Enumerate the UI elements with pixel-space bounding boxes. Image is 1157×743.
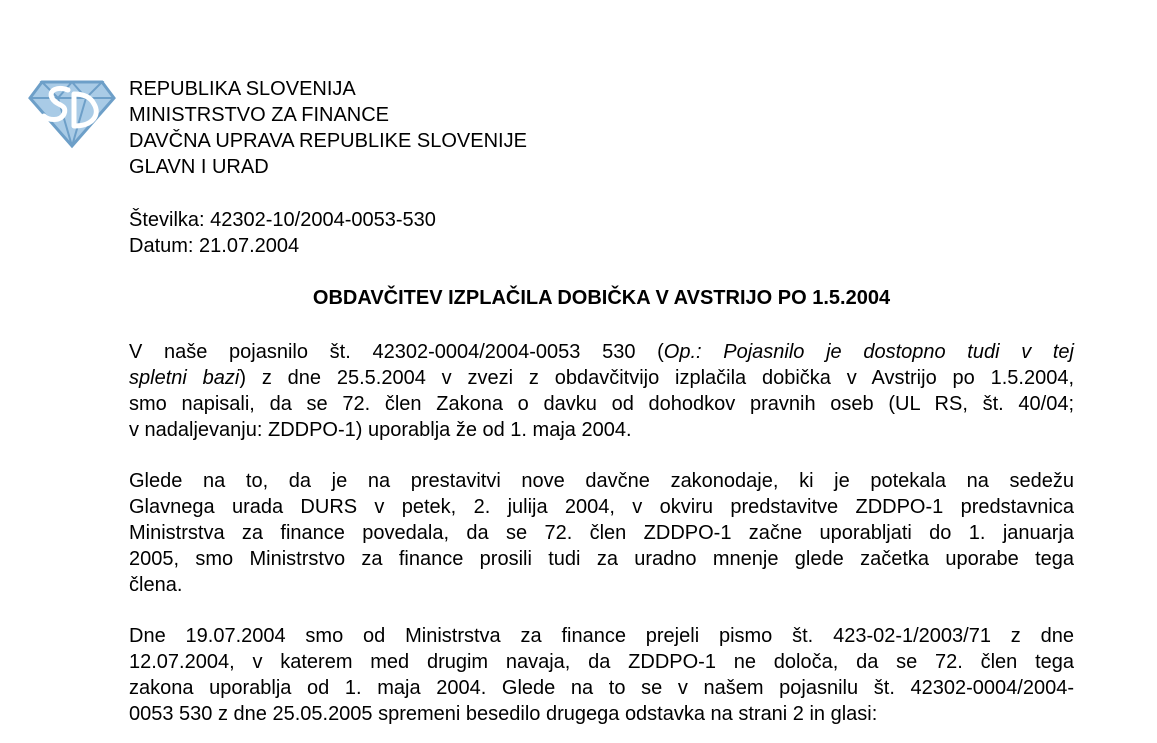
paragraph-3-line-4: 0053 530 z dne 25.05.2005 spremeni besedilo drugega odstavka na strani 2 in glasi:: [129, 703, 878, 725]
paragraph-1-italic-note-end: spletni bazi: [129, 367, 240, 389]
document-meta: [129, 207, 436, 259]
header-line-republic: REPUBLIKA SLOVENIJA: [129, 78, 356, 100]
paragraph-2-line-5: člena.: [129, 574, 183, 596]
paragraph-3-line-2: 12.07.2004, v katerem med drugim navaja, da ZDDPO-1 ne določa, da se 72. člen tega: [129, 651, 1074, 673]
document-title: OBDAVČITEV IZPLAČILA DOBIČKA V AVSTRIJO PO 1.5.2004: [312, 287, 891, 309]
paragraph-1-text: V naše pojasnilo št. 42302-0004/2004-0053 530 (: [129, 341, 664, 363]
paragraph-2: [129, 468, 1074, 598]
paragraph-3-line-3: zakona uporablja od 1. maja 2004. Glede na to se v našem pojasnilu št. 42302-0004/2004-: [129, 677, 1074, 699]
paragraph-1-italic-note: Op.: Pojasnilo je dostopno tudi v tej: [663, 341, 1075, 363]
logo-graphic: [28, 74, 116, 150]
document-number: Številka: 42302-10/2004-0053-530: [129, 209, 436, 231]
paragraph-3-line-1: Dne 19.07.2004 smo od Ministrstva za finance prejeli pismo št. 423-02-1/2003/71 z dne: [129, 625, 1074, 647]
document-date: Datum: 21.07.2004: [129, 235, 300, 257]
paragraph-3: [129, 623, 1074, 727]
paragraph-1-text: ) z dne 25.5.2004 v zvezi z obdavčitvijo izplačila dobička v Avstrijo po 1.5.2004,: [239, 367, 1074, 389]
header-line-head-office: GLAVN I URAD: [129, 156, 269, 178]
durs-diamond-logo-icon: [28, 74, 116, 150]
letterhead: [129, 76, 1089, 180]
paragraph-1-line-2: [129, 365, 1074, 391]
paragraph-1: [129, 339, 1074, 443]
paragraph-2-line-3: Ministrstva za finance povedala, da se 72. člen ZDDPO-1 začne uporabljati do 1. januarja: [129, 522, 1074, 544]
paragraph-1-line-3: smo napisali, da se 72. člen Zakona o davku od dohodkov pravnih oseb (UL RS, št. 40/04;: [129, 393, 1074, 415]
paragraph-2-line-4: 2005, smo Ministrstvo za finance prosili tudi za uradno mnenje glede začetka uporabe tega: [129, 548, 1074, 570]
header-line-ministry: MINISTRSTVO ZA FINANCE: [129, 104, 390, 126]
paragraph-2-line-1: Glede na to, da je na prestavitvi nove davčne zakonodaje, ki je potekala na sedežu: [129, 470, 1074, 492]
paragraph-1-line-4: v nadaljevanju: ZDDPO-1) uporablja že od 1. maja 2004.: [129, 419, 632, 441]
header-line-tax-office: DAVČNA UPRAVA REPUBLIKE SLOVENIJE: [129, 130, 527, 152]
paragraph-2-line-2: Glavnega urada DURS v petek, 2. julija 2004, v okviru predstavitve ZDDPO-1 predstavnica: [129, 496, 1074, 518]
paragraph-1-line-1: [129, 339, 1074, 365]
